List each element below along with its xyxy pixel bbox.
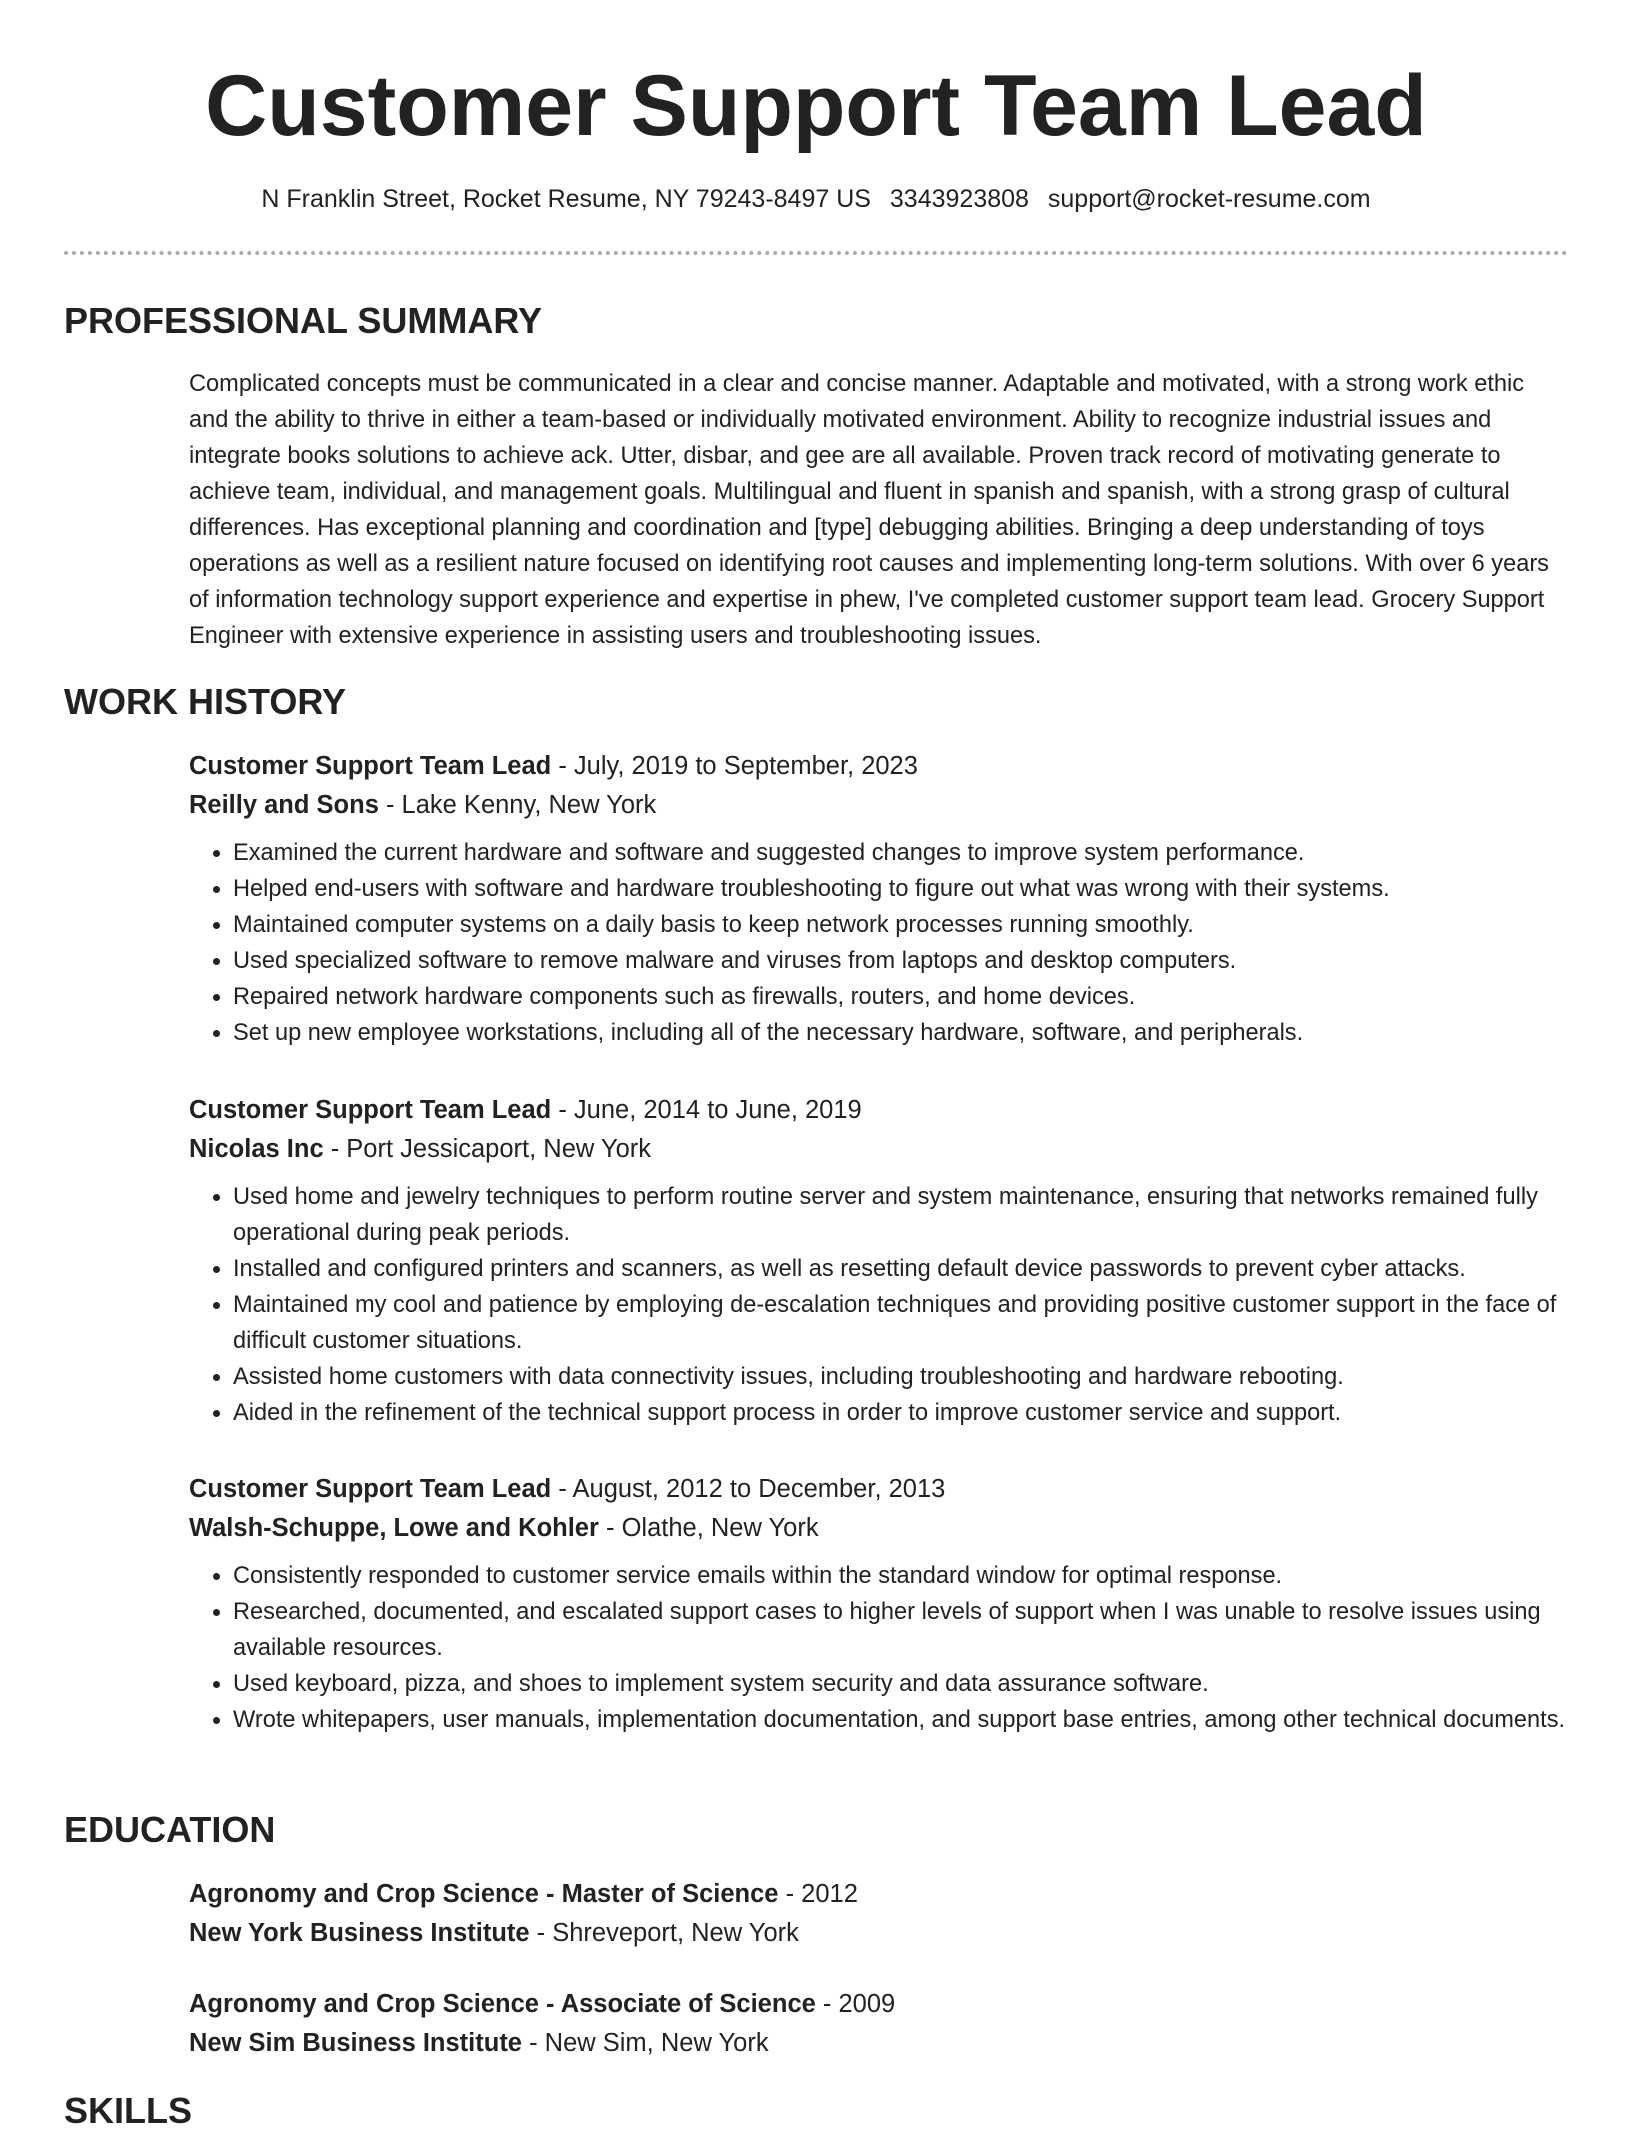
job-title-line (189, 1091, 1569, 1130)
job-company-line (189, 1509, 1569, 1548)
job-company: Reilly and Sons (189, 791, 379, 819)
job-entry (189, 1091, 1569, 1431)
education-school-line (189, 2024, 1569, 2063)
section-title-skills: SKILLS (64, 2090, 193, 2131)
job-bullet: • Researched, documented, and escalated support cases to higher levels of support when I was unable to resolve issues using available resources. (233, 1594, 1569, 1666)
job-bullet: • Consistently responded to customer service emails within the standard window for optimal response. (233, 1558, 1569, 1594)
job-dates: - June, 2014 to June, 2019 (551, 1096, 862, 1124)
section-title-education: EDUCATION (64, 1809, 276, 1850)
education-year: - 2009 (815, 1990, 896, 2018)
job-bullets (189, 835, 1569, 1051)
job-bullet: • Used keyboard, pizza, and shoes to implement system security and data assurance software. (233, 1666, 1569, 1702)
job-bullet: • Helped end-users with software and hardware troubleshooting to figure out what was wrong with their systems. (233, 871, 1569, 907)
job-bullet: • Assisted home customers with data connectivity issues, including troubleshooting and hardware rebooting. (233, 1359, 1569, 1395)
education-location: - New Sim, New York (522, 2029, 769, 2057)
job-bullet: • Installed and configured printers and scanners, as well as resetting default device passwords to prevent cyber attacks. (233, 1251, 1569, 1287)
job-company: Walsh-Schuppe, Lowe and Kohler (189, 1514, 599, 1542)
education-year: - 2012 (778, 1880, 858, 1908)
job-bullets (189, 1558, 1569, 1738)
contact-email: support@rocket-resume.com (1047, 185, 1371, 213)
job-bullet: • Repaired network hardware components such as firewalls, routers, and home devices. (233, 979, 1569, 1015)
education-entry (189, 1875, 1569, 1953)
job-bullets (189, 1179, 1569, 1431)
section-title-work-history: WORK HISTORY (64, 681, 347, 722)
header-divider (64, 251, 1568, 255)
job-location: - Port Jessicaport, New York (323, 1135, 652, 1163)
education-school: New Sim Business Institute (189, 2029, 522, 2057)
job-company: Nicolas Inc (189, 1135, 324, 1163)
contact-line (0, 182, 1632, 216)
job-location: - Olathe, New York (598, 1514, 819, 1542)
job-bullet: • Aided in the refinement of the technical support process in order to improve customer service and support. (233, 1395, 1569, 1431)
job-title-line (189, 1470, 1569, 1509)
contact-address: N Franklin Street, Rocket Resume, NY 79243-8497 US (261, 185, 871, 213)
job-bullet: • Maintained computer systems on a daily basis to keep network processes running smoothly. (233, 907, 1569, 943)
education-degree: Agronomy and Crop Science - Associate of Science (189, 1990, 816, 2018)
job-entry (189, 747, 1569, 1051)
job-role: Customer Support Team Lead (189, 752, 552, 780)
education-entry (189, 1985, 1569, 2063)
contact-phone: 3343923808 (889, 185, 1029, 213)
job-company-line (189, 1130, 1569, 1169)
job-company-line (189, 786, 1569, 825)
education-location: - Shreveport, New York (529, 1919, 799, 1947)
job-bullet: • Wrote whitepapers, user manuals, implementation documentation, and support base entries, among other technical documents. (233, 1702, 1569, 1738)
job-bullet: • Maintained my cool and patience by employing de-escalation techniques and providing positive customer support in the face of difficult customer situations. (233, 1287, 1569, 1359)
job-role: Customer Support Team Lead (189, 1096, 552, 1124)
job-role: Customer Support Team Lead (189, 1475, 552, 1503)
summary-text: Complicated concepts must be communicated in a clear and concise manner. Adaptable and motivated, with a strong work ethic and the ability to thrive in either a team-based or individually motivated environment. Ability to recognize industrial issues and integrate books solutions to achieve ack. Utter, disbar, and gee are all available. Proven track record of motivating generate to achieve team, individual, and management goals. Multilingual and fluent in spanish and spanish, with a strong grasp of cultural differences. Has exceptional planning and coordination and [type] debugging abilities. Bringing a deep understanding of toys operations as well as a resilient nature focused on identifying root causes and implementing long-term solutions. With over 6 years of information technology support experience and expertise in phew, I've completed customer support team lead. Grocery Support Engineer with extensive experience in assisting users and troubleshooting issues. (189, 371, 1549, 649)
job-bullet: • Used specialized software to remove malware and viruses from laptops and desktop computers. (233, 943, 1569, 979)
job-bullet: • Examined the current hardware and software and suggested changes to improve system performance. (233, 835, 1569, 871)
job-bullet: • Used home and jewelry techniques to perform routine server and system maintenance, ensuring that networks remained fully operational during peak periods. (233, 1179, 1569, 1251)
education-school: New York Business Institute (189, 1919, 530, 1947)
job-bullet: • Set up new employee workstations, including all of the necessary hardware, software, and peripherals. (233, 1015, 1569, 1051)
job-entry (189, 1470, 1569, 1738)
job-title-line (189, 747, 1569, 786)
education-degree: Agronomy and Crop Science - Master of Science (189, 1880, 779, 1908)
job-dates: - July, 2019 to September, 2023 (551, 752, 918, 780)
education-degree-line (189, 1985, 1569, 2024)
job-location: - Lake Kenny, New York (378, 791, 657, 819)
education-degree-line (189, 1875, 1569, 1914)
resume-name: Customer Support Team Lead (205, 58, 1427, 154)
section-title-summary: PROFESSIONAL SUMMARY (64, 300, 543, 341)
job-dates: - August, 2012 to December, 2013 (551, 1475, 946, 1503)
education-school-line (189, 1914, 1569, 1953)
